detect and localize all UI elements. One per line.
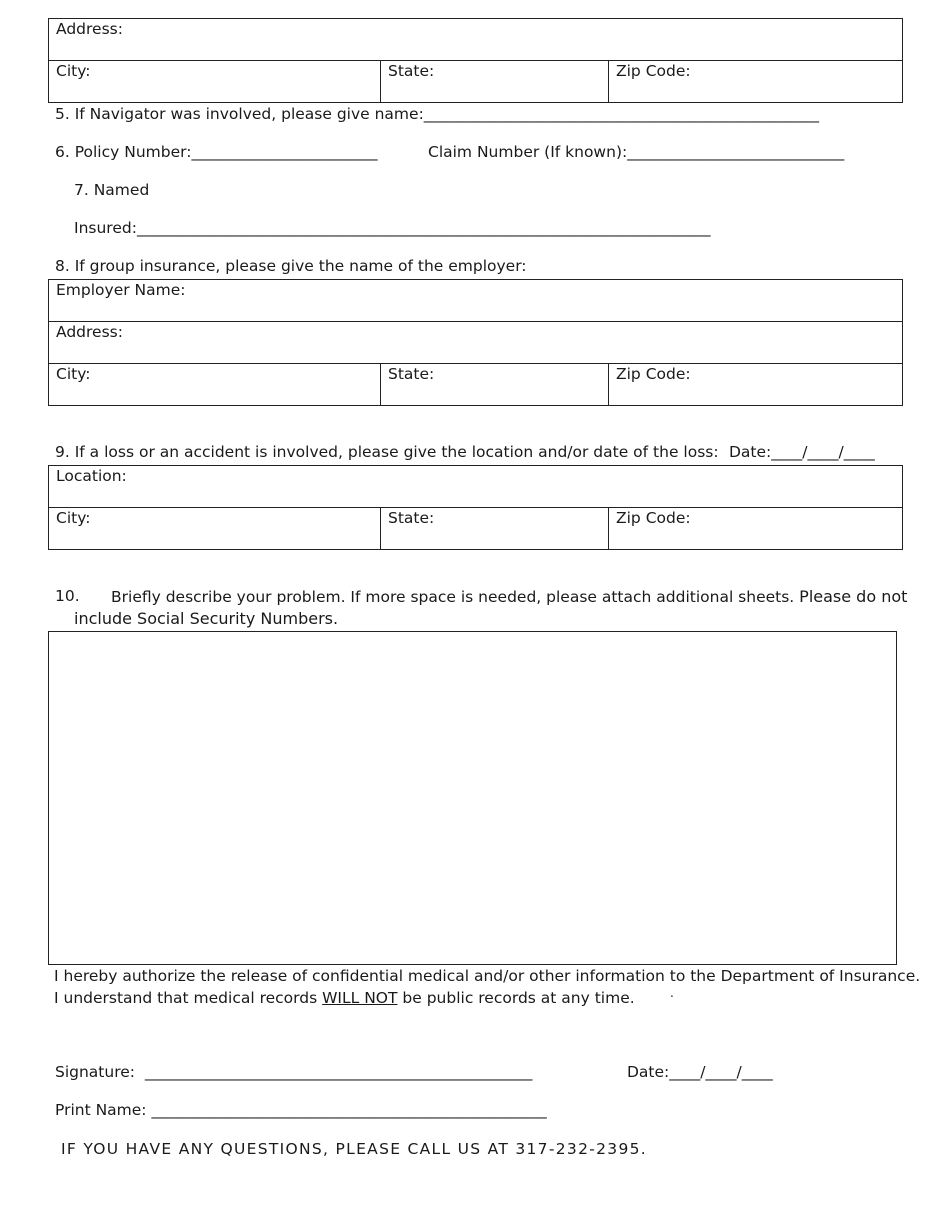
- employer-state-field[interactable]: [381, 364, 609, 406]
- print-name-line: [55, 1101, 547, 1119]
- authorization-text-a: I understand that medical records: [54, 989, 318, 1007]
- q8-label: 8. If group insurance, please give the name of the employer:: [55, 257, 527, 275]
- q10-ssn-warning: Please do not: [799, 587, 908, 606]
- q10-ssn-warning-cont: include Social Security Numbers.: [74, 609, 339, 628]
- policy-number-field[interactable]: ________________________: [191, 143, 378, 161]
- state-field[interactable]: [381, 61, 609, 103]
- employer-address-label: Address:: [56, 323, 123, 341]
- loss-location-field[interactable]: [49, 466, 903, 508]
- address-label: Address:: [56, 20, 123, 38]
- loss-zip-label: Zip Code:: [616, 509, 691, 527]
- q9-label: 9. If a loss or an accident is involved, please give the location and/or date of the loss:: [55, 443, 719, 461]
- employer-address-field[interactable]: [49, 322, 903, 364]
- zip-field[interactable]: [609, 61, 903, 103]
- navigator-name-field[interactable]: ___________________________________________________: [423, 105, 820, 123]
- claim-number-field[interactable]: ____________________________: [627, 143, 845, 161]
- loss-state-field[interactable]: [381, 508, 609, 550]
- employer-name-label: Employer Name:: [56, 281, 186, 299]
- q10-instruction: [111, 587, 907, 606]
- employer-box: [48, 279, 903, 406]
- policy-number-label: 6. Policy Number:: [55, 143, 192, 161]
- state-label: State:: [388, 62, 435, 80]
- contact-footer: IF YOU HAVE ANY QUESTIONS, PLEASE CALL US AT 317-232-2395.: [61, 1140, 647, 1158]
- address-field[interactable]: [49, 19, 903, 61]
- employer-city-label: City:: [56, 365, 91, 383]
- print-name-label: Print Name:: [55, 1101, 147, 1119]
- will-not-emphasis: WILL NOT: [322, 989, 398, 1007]
- problem-description-box[interactable]: [48, 631, 897, 965]
- loss-city-field[interactable]: [49, 508, 381, 550]
- employer-zip-field[interactable]: [609, 364, 903, 406]
- employer-name-field[interactable]: [49, 280, 903, 322]
- city-field[interactable]: [49, 61, 381, 103]
- q6-claim-line: [428, 143, 844, 161]
- signature-label: Signature:: [55, 1063, 135, 1081]
- q10-number: 10.: [55, 587, 80, 605]
- print-name-field[interactable]: ___________________________________________________: [151, 1101, 547, 1119]
- q6-policy-line: [55, 143, 377, 161]
- loss-state-label: State:: [388, 509, 435, 527]
- authorization-line-2: [54, 989, 635, 1007]
- loss-location-box: [48, 465, 903, 550]
- q10-text: Briefly describe your problem. If more space is needed, please attach additional sheets.: [111, 588, 795, 606]
- employer-city-field[interactable]: [49, 364, 381, 406]
- q5-label: 5. If Navigator was involved, please give name:: [55, 105, 424, 123]
- authorization-line-1: I hereby authorize the release of confidential medical and/or other information to the Department of Insurance.: [54, 967, 921, 985]
- signature-line: [55, 1063, 532, 1081]
- loss-zip-field[interactable]: [609, 508, 903, 550]
- authorization-text-b: be public records at any time.: [402, 989, 635, 1007]
- city-label: City:: [56, 62, 91, 80]
- employer-state-label: State:: [388, 365, 435, 383]
- signature-date-field[interactable]: Date:____/____/____: [627, 1063, 773, 1081]
- named-insured-field[interactable]: __________________________________________________________________________: [136, 219, 711, 237]
- q5-navigator-line: [55, 105, 819, 123]
- loss-date-field[interactable]: Date:____/____/____: [729, 443, 875, 461]
- loss-city-label: City:: [56, 509, 91, 527]
- stray-dot: .: [670, 986, 674, 1000]
- signature-field[interactable]: __________________________________________________: [144, 1063, 533, 1081]
- employer-zip-label: Zip Code:: [616, 365, 691, 383]
- zip-label: Zip Code:: [616, 62, 691, 80]
- claim-number-label: Claim Number (If known):: [428, 143, 628, 161]
- complainant-address-box: [48, 18, 903, 103]
- insured-label: Insured:: [74, 219, 137, 237]
- q7-insured-line: [74, 219, 710, 237]
- q7-label: 7. Named: [74, 181, 150, 199]
- loss-location-label: Location:: [56, 467, 127, 485]
